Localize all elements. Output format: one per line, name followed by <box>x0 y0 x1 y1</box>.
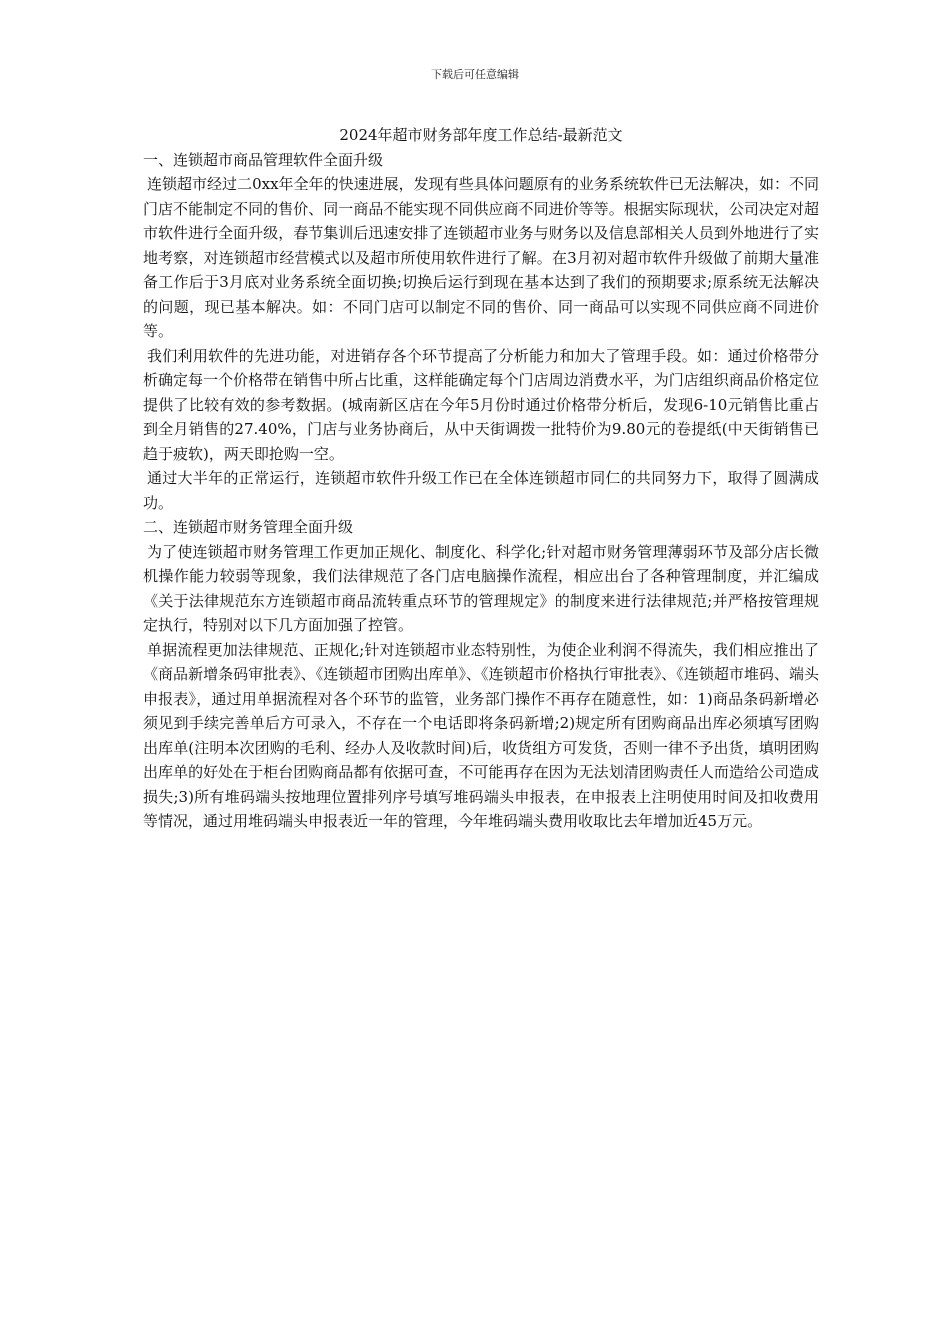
paragraph-1: 连锁超市经过二0xx年全年的快速进展，发现有些具体问题原有的业务系统软件已无法解决，如：不同门店不能制定不同的售价、同一商品不能实现不同供应商不同进价等等。根据实际现状，公司决定对超市软件进行全面升级，春节集训后迅速安排了连锁超市业务与财务以及信息部相关人员到外地进行了实地考察，对连锁超市经营模式以及超市所使用软件进行了解。在3月初对超市软件升级做了前期大量准备工作后于3月底对业务系统全面切换;切换后运行到现在基本达到了我们的预期要求;原系统无法解决的问题，现已基本解决。如：不同门店可以制定不同的售价、同一商品可以实现不同供应商不同进价等。 <box>143 175 819 340</box>
paragraph-4: 为了使连锁超市财务管理工作更加正规化、制度化、科学化;针对超市财务管理薄弱环节及部分店长微机操作能力较弱等现象，我们法律规范了各门店电脑操作流程，相应出台了各种管理制度，并汇编成《关于法律规范东方连锁超市商品流转重点环节的管理规定》的制度来进行法律规范;并严格按管理规定执行，特别对以下几方面加强了控管。 <box>143 542 819 634</box>
paragraph-5: 单据流程更加法律规范、正规化;针对连锁超市业态特别性，为使企业利润不得流失，我们相应推出了《商品新增条码审批表》、《连锁超市团购出库单》、《连锁超市价格执行审批表》、《连锁超市堆码、端头申报表》，通过用单据流程对各个环节的监管，业务部门操作不再存在随意性，如：1)商品条码新增必须见到手续完善单后方可录入，不存在一个电话即将条码新增;2)规定所有团购商品出库必须填写团购出库单(注明本次团购的毛利、经办人及收款时间)后，收货组方可发货，否则一律不予出货，填明团购出库单的好处在于柜台团购商品都有依据可查，不可能再存在因为无法划清团购责任人而造给公司造成损失;3)所有堆码端头按地理位置排列序号填写堆码端头申报表，在申报表上注明使用时间及扣收费用等情况，通过用堆码端头申报表近一年的管理，今年堆码端头费用收取比去年增加近45万元。 <box>143 640 819 830</box>
section-heading-2: 二、连锁超市财务管理全面升级 <box>143 518 354 536</box>
section-heading-1: 一、连锁超市商品管理软件全面升级 <box>143 150 384 169</box>
document-title: 2024年超市财务部年度工作总结-最新范文 <box>339 126 623 144</box>
header-note: 下载后可任意编辑 <box>431 68 519 81</box>
document-body <box>143 123 819 834</box>
paragraph-2: 我们利用软件的先进功能，对进销存各个环节提高了分析能力和加大了管理手段。如：通过价格带分析确定每一个价格带在销售中所占比重，这样能确定每个门店周边消费水平，为门店组织商品价格定位提供了比较有效的参考数据。(城南新区店在今年5月份时通过价格带分析后，发现6-10元销售比重占到全月销售的27.40%，门店与业务协商后，从中天街调拨一批特价为9.80元的卷提纸(中天街销售已趋于疲软)，两天即抢购一空。 <box>143 346 819 463</box>
paragraph-3: 通过大半年的正常运行，连锁超市软件升级工作已在全体连锁超市同仁的共同努力下，取得了圆满成功。 <box>143 469 819 512</box>
